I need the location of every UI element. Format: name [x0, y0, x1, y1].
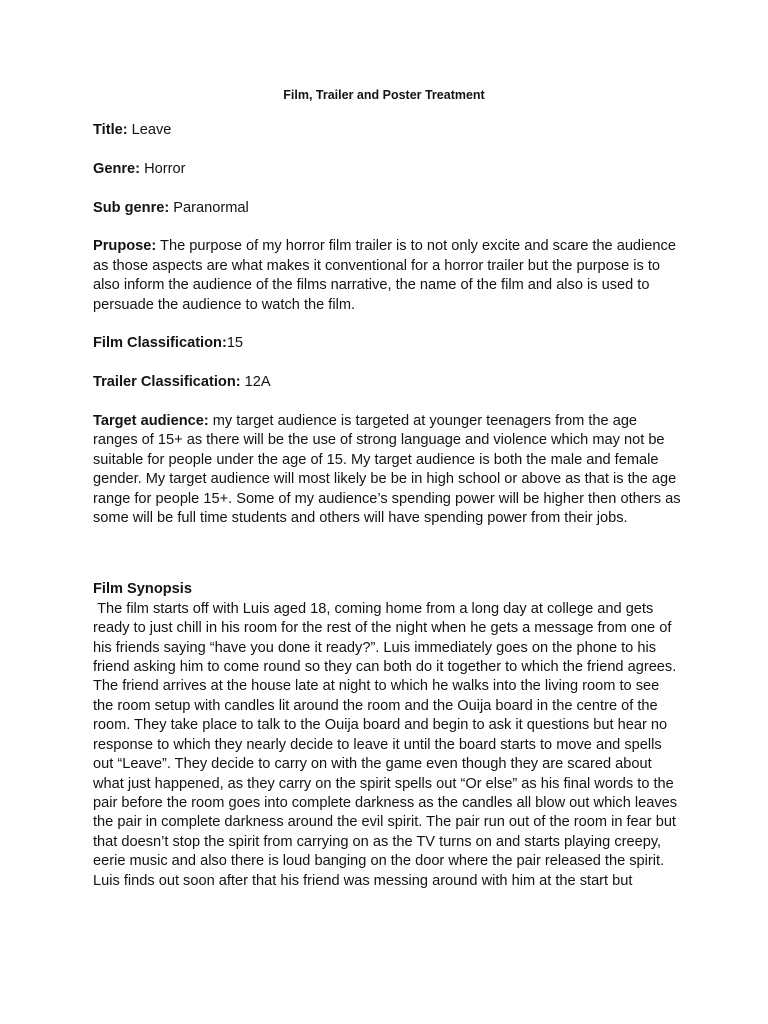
- document-title: Film, Trailer and Poster Treatment: [283, 88, 485, 102]
- field-purpose: [93, 237, 683, 315]
- synopsis-section: [93, 580, 683, 891]
- field-label: Genre:: [93, 160, 141, 177]
- field-trailer-classification: [93, 373, 683, 392]
- field-target-audience: [93, 412, 683, 528]
- field-label: Trailer Classification:: [93, 374, 241, 391]
- field-label: Title:: [93, 122, 128, 138]
- field-value: Paranormal: [169, 199, 249, 216]
- synopsis-body: The film starts off with Luis aged 18, coming home from a long day at college and gets ready to just chill in his room for the rest of the night when he gets a message from one of his friends saying “have you done it ready?”. Luis immediately goes on the phone to his friend asking him to come round so they can both do it together to which the friend agrees. The friend arrives at the house late at night to which he walks into the living room to see the room setup with candles lit around the room and the Ouija board in the centre of the room. They take place to talk to the Ouija board and begin to ask it questions but hear no response to which they nearly decide to leave it until the board starts to move and spells out “Leave”. They decide to carry on with the game even though they are scared about what just happened, as they carry on the spirit spells out “Or else” as his final words to the pair before the room goes into complete darkness as the candles all blow out which leaves the pair in complete darkness around the evil spirit. The pair run out of the room in fear but that doesn’t stop the spirit from carrying on as the TV turns on and starts playing creepy, eerie music and also there is loud banging on the door where the pair released the spirit. Luis finds out soon after that his friend was messing around with him at the start but: [93, 600, 682, 889]
- field-value: 15: [226, 335, 244, 352]
- field-value: my target audience is targeted at younger teenagers from the age ranges of 15+ as there will be the use of strong language and violence which may not be suitable for people under the age of 15. My target audience is both the male and female gender. My target audience will most likely be be in high school or above as that is the age range for people 15+. Some of my audience’s spending power will be higher then others as some will be full time students and others will have spending power from their jobs.: [93, 413, 681, 527]
- field-value: 12A: [240, 374, 271, 391]
- document-body: [93, 121, 683, 891]
- field-label: Sub genre:: [93, 199, 170, 216]
- field-value: The purpose of my horror film trailer is to not only excite and scare the audience as those aspects are what makes it conventional for a horror trailer but the purpose is to also inform the audience of the films narrative, the name of the film and also is used to persuade the audience to watch the film.: [93, 238, 676, 313]
- field-value: Horror: [140, 160, 186, 177]
- field-genre: [93, 160, 683, 179]
- synopsis-heading: Film Synopsis: [93, 581, 192, 598]
- field-value: Leave: [127, 122, 172, 138]
- field-title: [93, 121, 683, 140]
- field-label: Prupose:: [93, 238, 157, 255]
- field-label: Target audience:: [93, 413, 209, 429]
- field-film-classification: [93, 334, 683, 353]
- field-label: Film Classification:: [93, 335, 227, 352]
- field-sub-genre: [93, 199, 683, 218]
